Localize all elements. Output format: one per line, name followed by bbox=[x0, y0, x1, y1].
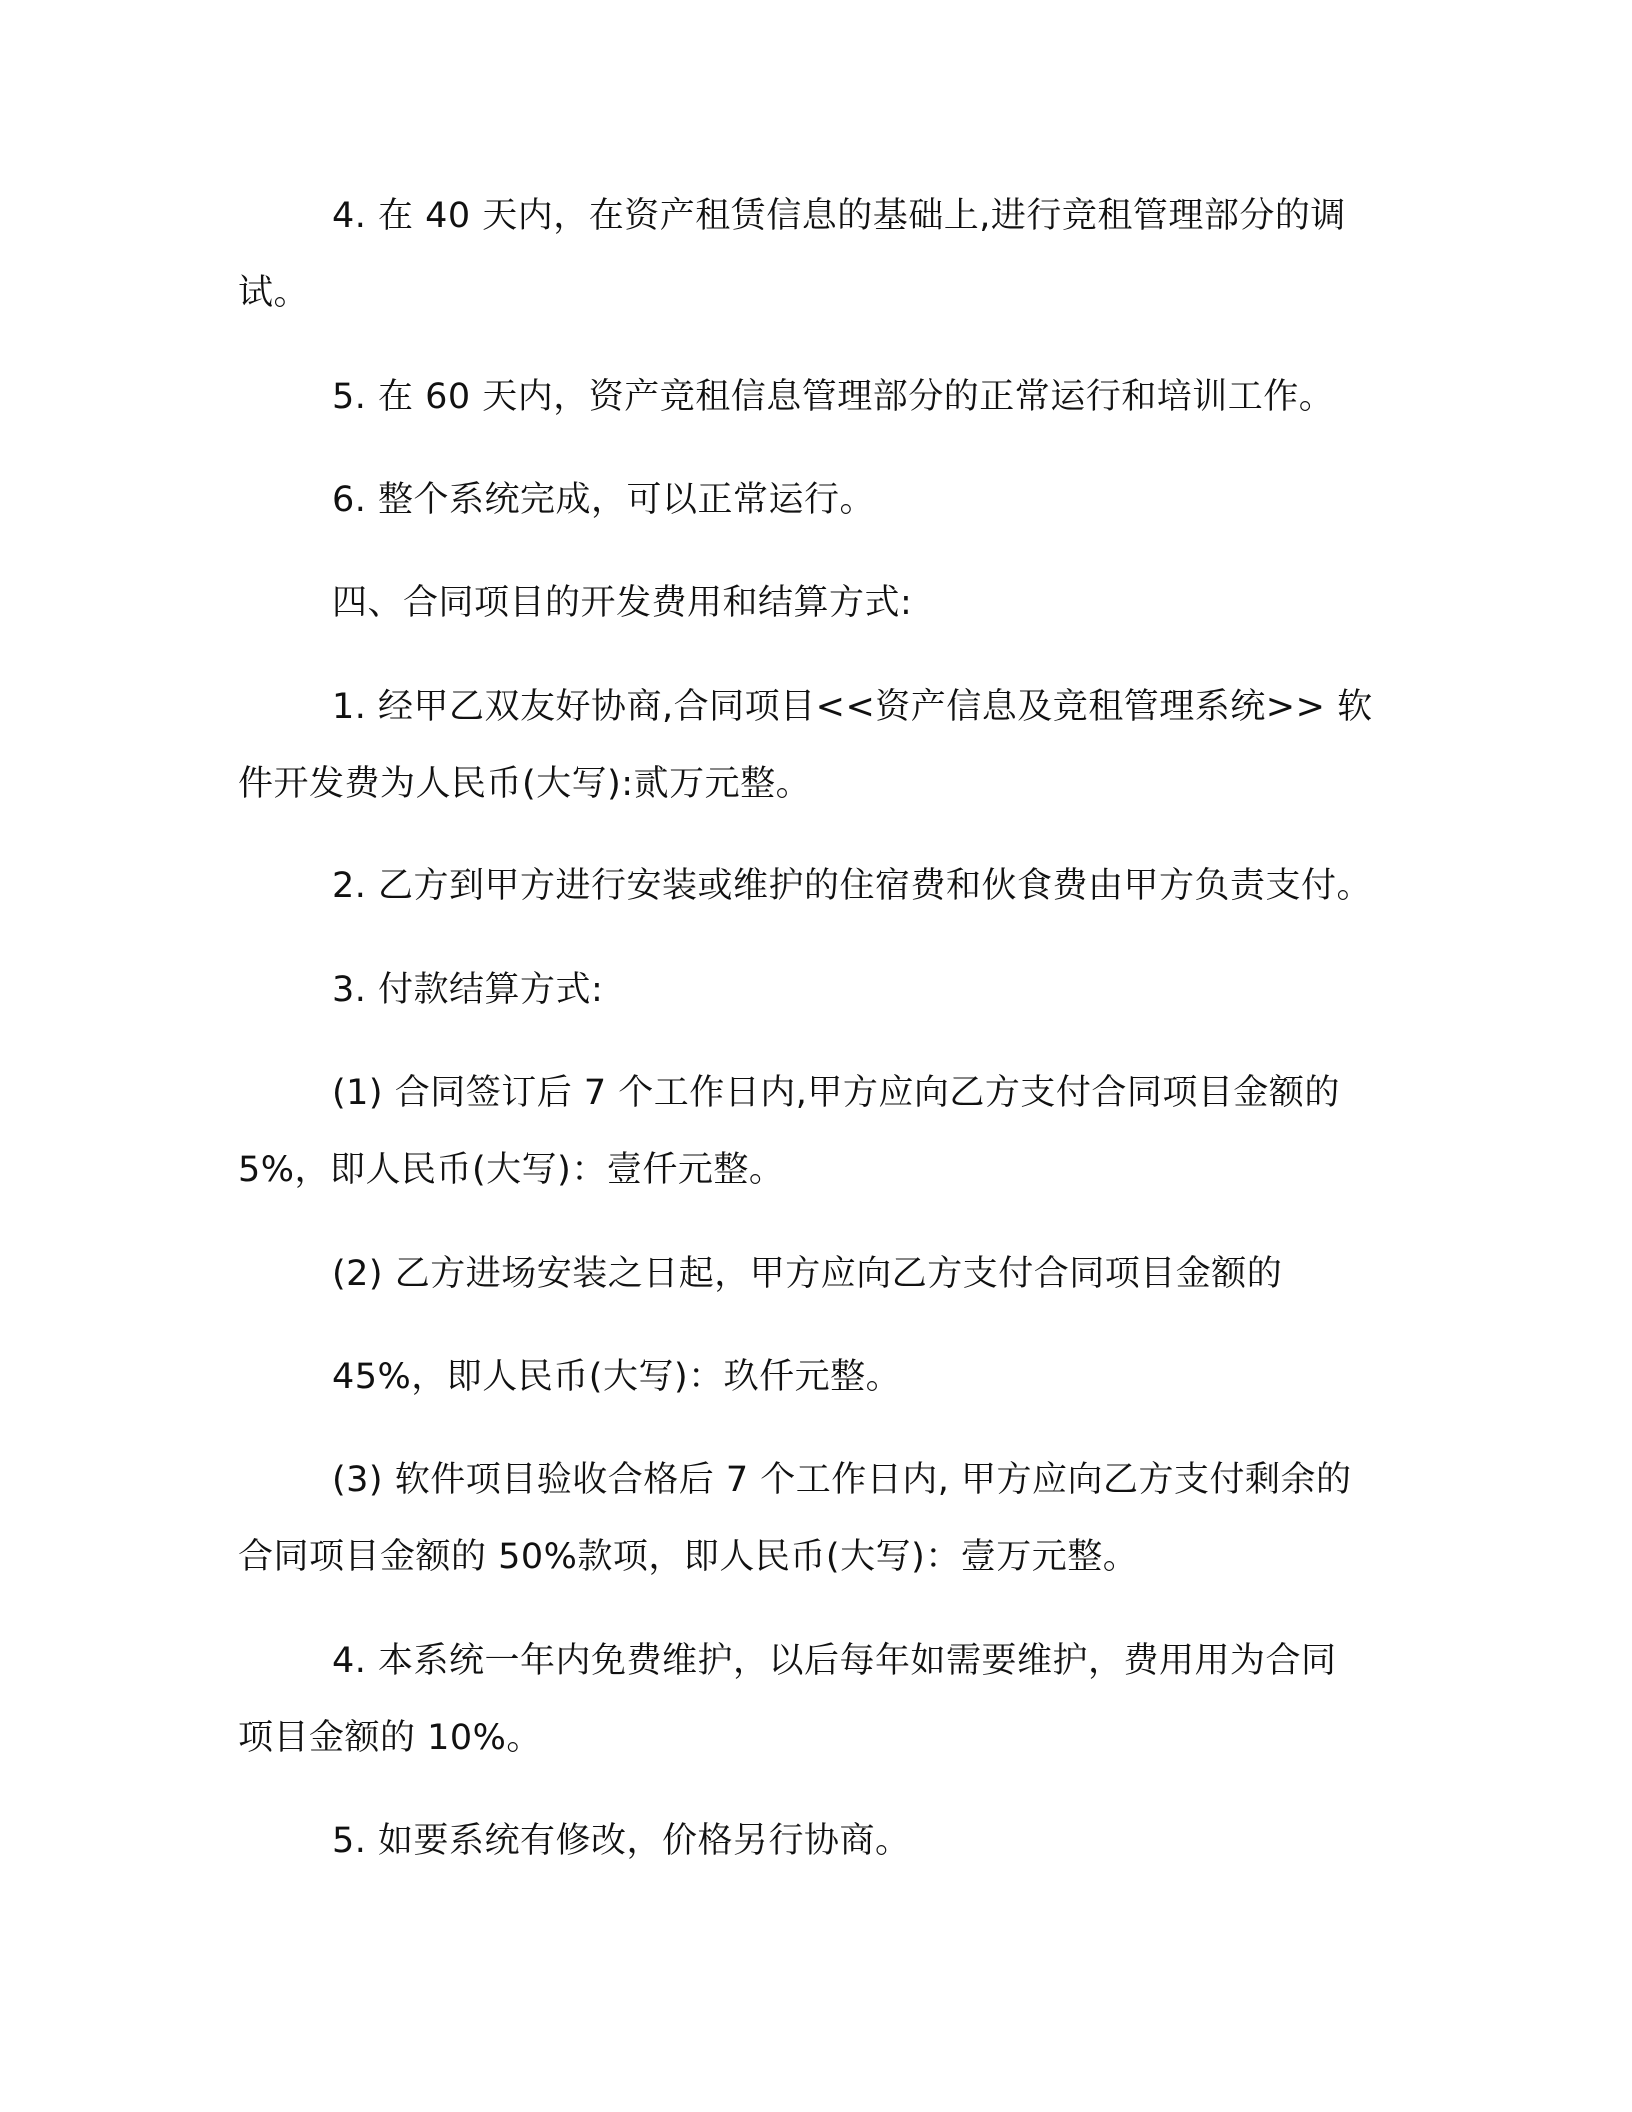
payment-1-line-1: (1) 合同签订后 7 个工作日内,甲方应向乙方支付合同项目金额的 bbox=[332, 1073, 1340, 1113]
section-heading-4: 四、合同项目的开发费用和结算方式: bbox=[332, 583, 913, 623]
fee-item-5: 5. 如要系统有修改，价格另行协商。 bbox=[332, 1821, 911, 1861]
item-5: 5. 在 60 天内，资产竞租信息管理部分的正常运行和培训工作。 bbox=[332, 377, 1335, 417]
item-4-line-1: 4. 在 40 天内，在资产租赁信息的基础上,进行竞租管理部分的调 bbox=[332, 196, 1346, 236]
payment-1-line-2: 5%，即人民币(大写)：壹仟元整。 bbox=[238, 1150, 785, 1190]
item-6: 6. 整个系统完成，可以正常运行。 bbox=[332, 480, 876, 520]
fee-item-4-line-1: 4. 本系统一年内免费维护，以后每年如需要维护，费用用为合同 bbox=[332, 1641, 1337, 1681]
item-4-line-2: 试。 bbox=[238, 273, 310, 313]
payment-2-line-1: (2) 乙方进场安装之日起，甲方应向乙方支付合同项目金额的 bbox=[332, 1254, 1283, 1294]
payment-2-line-2: 45%，即人民币(大写)：玖仟元整。 bbox=[332, 1357, 902, 1397]
fee-item-1-line-1: 1. 经甲乙双友好协商,合同项目<<资产信息及竞租管理系统>> 软 bbox=[332, 687, 1373, 727]
fee-item-1-line-2: 件开发费为人民币(大写):贰万元整。 bbox=[238, 764, 812, 804]
payment-3-line-2: 合同项目金额的 50%款项，即人民币(大写)：壹万元整。 bbox=[238, 1537, 1139, 1577]
payment-3-line-1: (3) 软件项目验收合格后 7 个工作日内, 甲方应向乙方支付剩余的 bbox=[332, 1460, 1352, 1500]
fee-item-2: 2. 乙方到甲方进行安装或维护的住宿费和伙食费由甲方负责支付。 bbox=[332, 866, 1373, 906]
fee-item-3: 3. 付款结算方式: bbox=[332, 970, 604, 1010]
fee-item-4-line-2: 项目金额的 10%。 bbox=[238, 1718, 542, 1758]
